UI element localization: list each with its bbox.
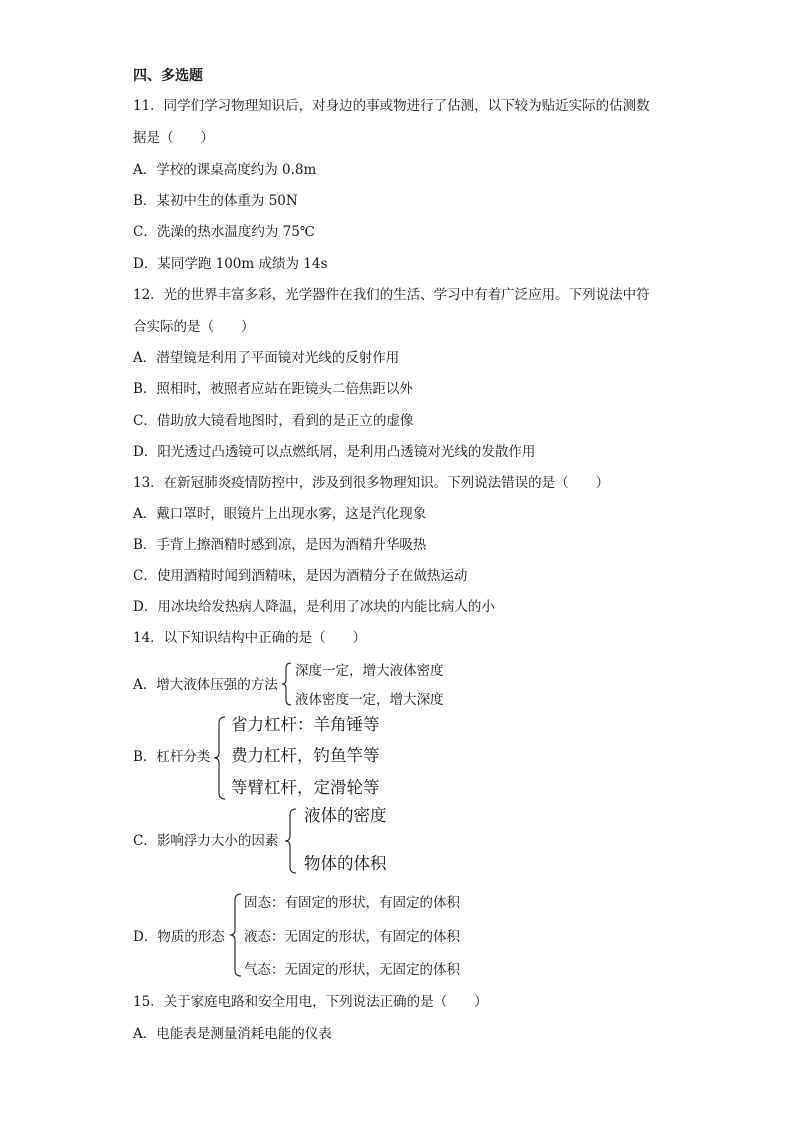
q12-option-c: C．借助放大镜看地图时，看到的是正立的虚像 <box>133 413 414 429</box>
q14-option-c-label: C．影响浮力大小的因素 <box>133 833 279 849</box>
q12-option-b: B．照相时，被照者应站在距镜头二倍焦距以外 <box>133 381 413 397</box>
q13-option-d: D．用冰块给发热病人降温，是利用了冰块的内能比病人的小 <box>133 599 495 615</box>
q14-a-brace <box>281 662 293 706</box>
q11-option-c: C．洗澡的热水温度约为 75℃ <box>133 224 315 240</box>
q14-option-d-label: D．物质的形态 <box>133 929 225 945</box>
q12-stem-line2: 合实际的是（ ） <box>133 319 255 335</box>
q15-stem: 15．关于家庭电路和安全用电，下列说法正确的是（ ） <box>133 994 488 1010</box>
q12-stem-line1: 12．光的世界丰富多彩，光学器件在我们的生活、学习中有着广泛应用。下列说法中符 <box>133 287 650 303</box>
q14-a-item-1: 深度一定，增大液体密度 <box>295 663 444 679</box>
q15-option-a: A．电能表是测量消耗电能的仪表 <box>133 1026 332 1042</box>
q14-b-item-3: 等臂杠杆，定滑轮等 <box>231 778 380 797</box>
q14-b-item-1: 省力杠杆：羊角锤等 <box>231 715 380 734</box>
q14-option-b-label: B．杠杆分类 <box>133 749 211 765</box>
q13-stem: 13．在新冠肺炎疫情防控中，涉及到很多物理知识。下列说法错误的是（ ） <box>133 475 610 491</box>
q12-option-d: D．阳光透过凸透镜可以点燃纸屑，是利用凸透镜对光线的发散作用 <box>133 444 536 460</box>
q14-b-item-2: 费力杠杆，钓鱼竿等 <box>231 746 380 765</box>
q11-stem-line2: 据是（ ） <box>133 130 214 146</box>
q14-c-item-1: 液体的密度 <box>304 806 387 825</box>
q13-option-b: B．手背上擦酒精时感到凉，是因为酒精升华吸热 <box>133 537 427 553</box>
q14-d-item-2: 液态：无固定的形状，有固定的体积 <box>244 929 460 945</box>
q12-option-a: A．潜望镜是利用了平面镜对光线的反射作用 <box>133 350 400 366</box>
q14-d-item-3: 气态：无固定的形状，无固定的体积 <box>244 962 460 978</box>
q11-option-a: A．学校的课桌高度约为 0.8m <box>133 162 317 178</box>
q11-option-b: B．某初中生的体重为 50N <box>133 193 298 209</box>
q14-b-brace <box>213 716 227 800</box>
q13-option-a: A．戴口罩时，眼镜片上出现水雾，这是汽化现象 <box>133 506 427 522</box>
q14-stem: 14．以下知识结构中正确的是（ ） <box>133 630 367 646</box>
q14-option-a-label: A．增大液体压强的方法 <box>133 677 278 693</box>
q11-stem-line1: 11．同学们学习物理知识后，对身边的事或物进行了估测，以下较为贴近实际的估测数 <box>133 98 650 114</box>
q14-d-brace <box>229 893 243 977</box>
q14-c-brace <box>284 808 298 874</box>
section-title: 四、多选题 <box>133 68 203 84</box>
q14-c-item-2: 物体的体积 <box>304 854 387 873</box>
q14-d-item-1: 固态：有固定的形状，有固定的体积 <box>244 895 460 911</box>
q13-option-c: C．使用酒精时闻到酒精味，是因为酒精分子在做热运动 <box>133 568 468 584</box>
q14-a-item-2: 液体密度一定，增大深度 <box>295 692 444 708</box>
q11-option-d: D．某同学跑 100m 成绩为 14s <box>133 256 328 272</box>
